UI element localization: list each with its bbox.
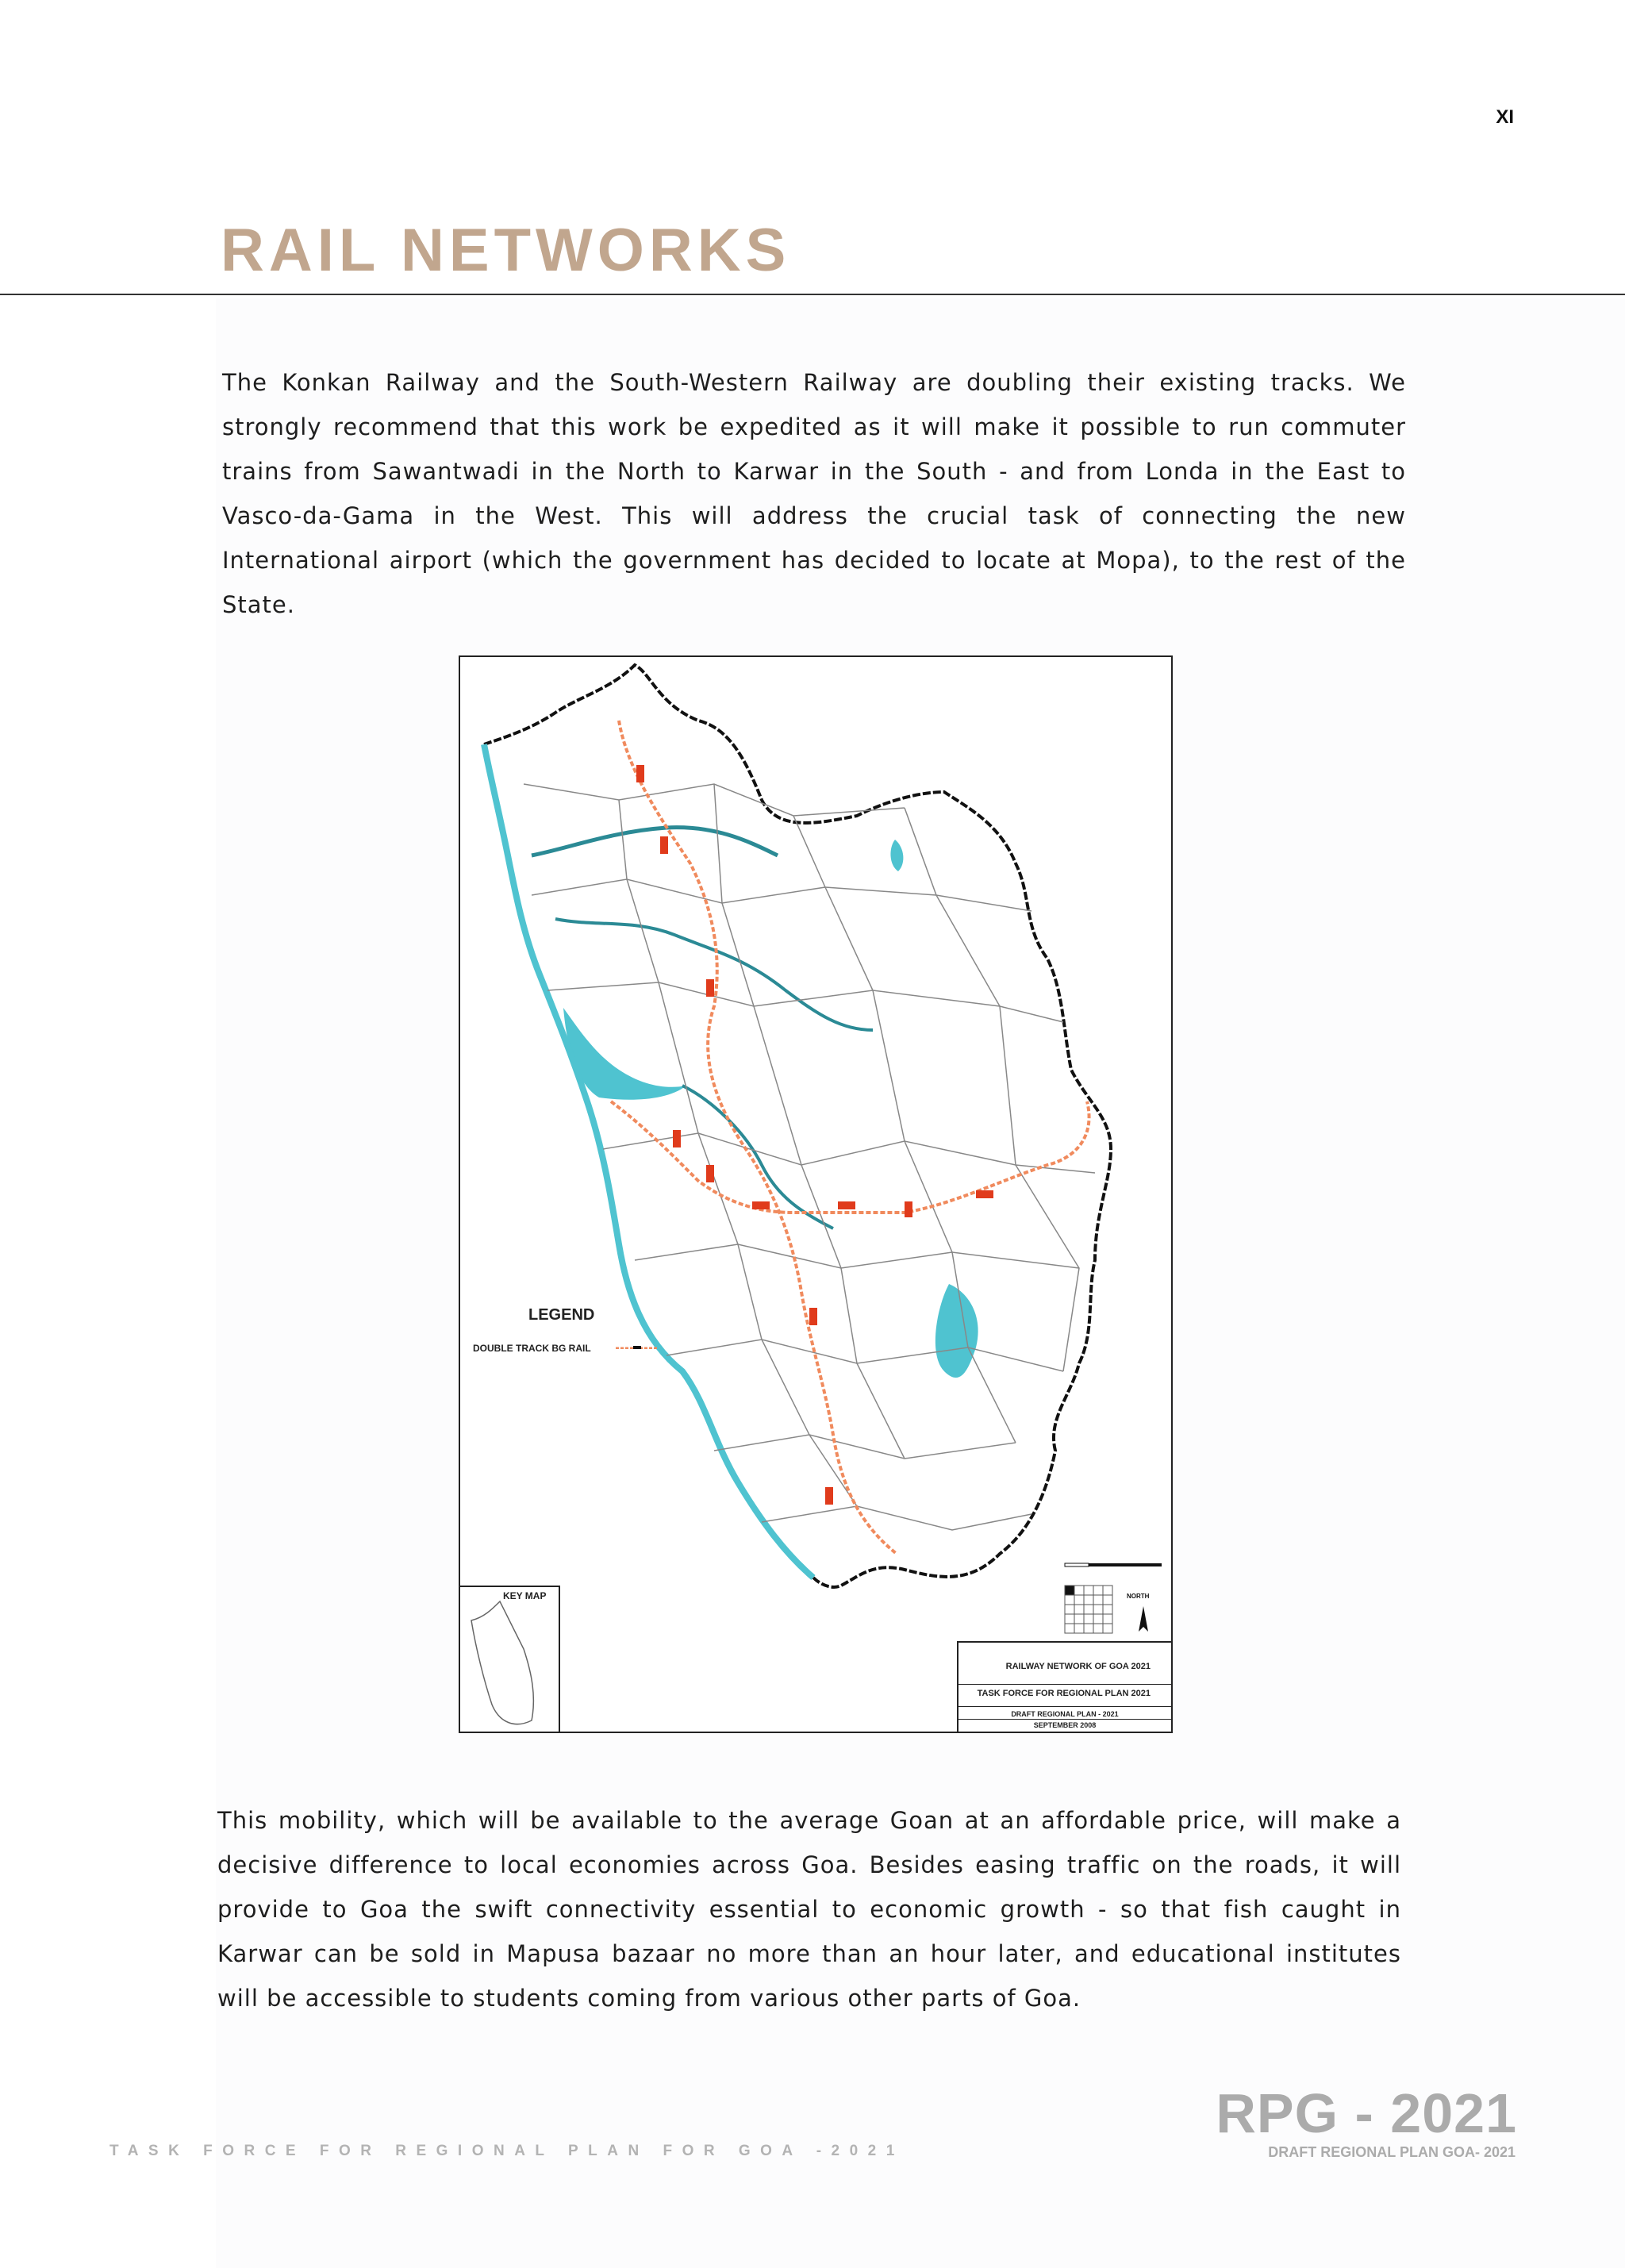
legend-title: LEGEND [528,1306,595,1324]
title-divider [0,294,1625,295]
lake-north [890,840,903,871]
reservoir [935,1284,978,1378]
north-label: NORTH [1127,1593,1150,1600]
rail-lines [611,721,1089,1554]
footer-organization: TASK FORCE FOR REGIONAL PLAN FOR GOA -2021 [109,2143,905,2159]
key-map-title: KEY MAP [503,1590,547,1601]
titleblock-line1: RAILWAY NETWORK OF GOA 2021 [1005,1662,1151,1671]
footer-logo: RPG - 2021 [1216,2082,1517,2144]
mobility-paragraph: This mobility, which will be available to the average Goan at an affordable price, will make a decisive difference to local economies across Goa. Besides easing traffic on the roads, it will provide to Goa the swift connectivity essential to economic growth - so that fish caught in Karwar can be sold in Mapusa bazaar no more than an hour later, and educational institutes will be accessible to students coming from various other parts of Goa. [217,1807,1401,2012]
titleblock-line4: SEPTEMBER 2008 [958,1719,1171,1729]
north-arrow-icon [1139,1606,1148,1632]
page-number: XI [1496,106,1514,128]
map-title-block [957,1641,1171,1732]
river-north [532,828,778,855]
goa-map-drawing [460,657,1171,1732]
legend-rail-symbol [616,1346,659,1349]
intro-paragraph: The Konkan Railway and the South-Western Railway are doubling their existing tracks. We strongly recommend that this work be expedited as it will make it possible to run commuter trains from Sawantwadi in the North to Karwar in the South - and from Londa in the East to Vasco-da-Gama in the West. This will address the crucial task of connecting the new International airport (which the government has decided to locate at Mopa), to the rest of the State. [222,369,1406,618]
key-map [460,1586,560,1733]
state-boundary [484,665,1111,1587]
taluka-boundaries [524,784,1095,1530]
legend-item-double-track: DOUBLE TRACK BG RAIL [473,1343,591,1354]
index-grid [1065,1586,1112,1633]
scale-bar [1065,1563,1162,1566]
titleblock-line2: TASK FORCE FOR REGIONAL PLAN 2021 [958,1684,1171,1698]
page-title: RAIL NETWORKS [221,217,791,284]
titleblock-line3: DRAFT REGIONAL PLAN - 2021 [958,1706,1171,1718]
footer-subtitle: DRAFT REGIONAL PLAN GOA- 2021 [1268,2144,1516,2160]
coastline [484,744,813,1578]
railway-map [459,655,1173,1733]
